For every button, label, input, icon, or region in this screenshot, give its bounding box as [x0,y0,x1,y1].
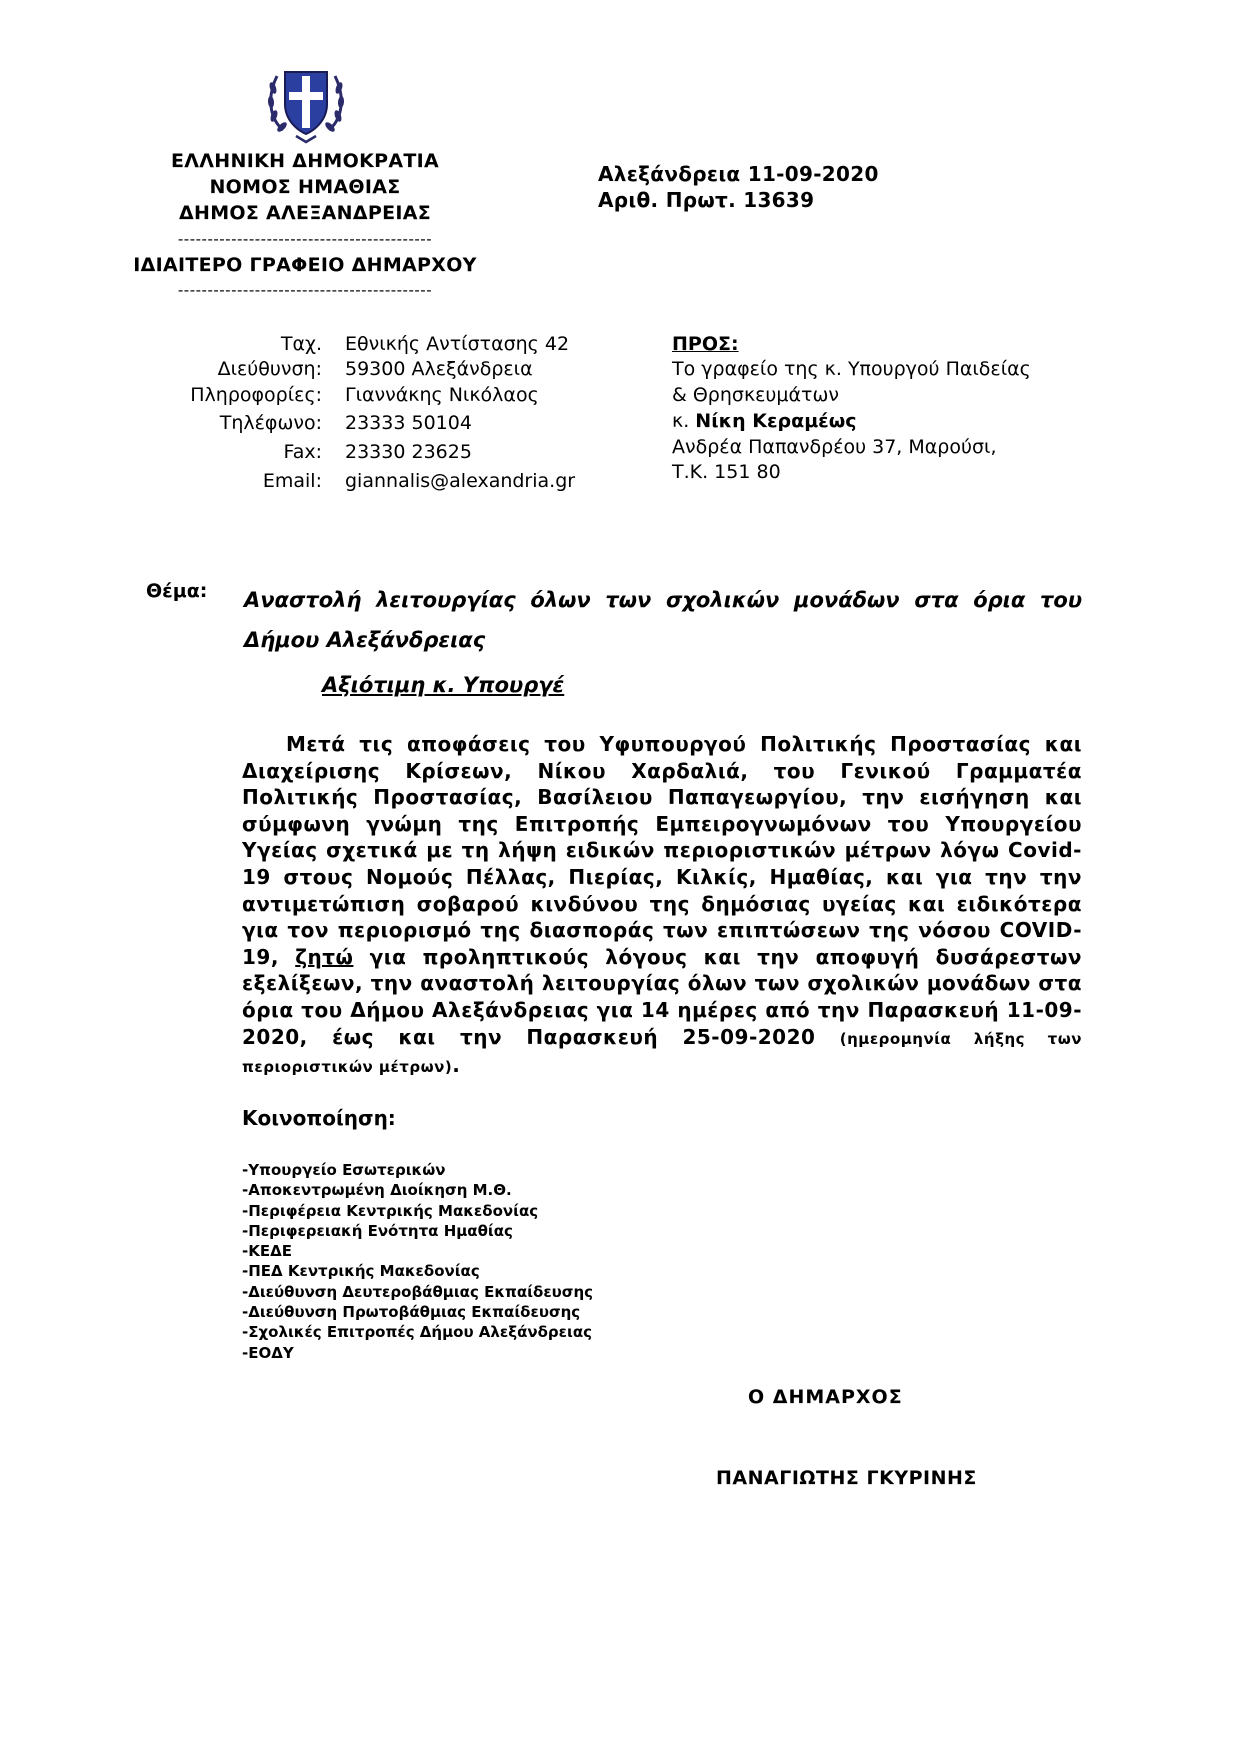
cc-item: -Αποκεντρωμένη Διοίκηση Μ.Θ. [242,1181,512,1200]
contact-label: Πληροφορίες: [190,384,322,406]
cc-title: Κοινοποίηση: [242,1106,396,1130]
header-municipality: ΔΗΜΟΣ ΑΛΕΞΑΝΔΡΕΙΑΣ [178,202,432,224]
body-emphasis: ζητώ [295,944,354,969]
header-office: ΙΔΙΑΙΤΕΡΟ ΓΡΑΦΕΙΟ ΔΗΜΑΡΧΟΥ [133,254,477,276]
signature-name: ΠΑΝΑΓΙΩΤΗΣ ΓΚΥΡΙΝΗΣ [716,1467,977,1489]
separator-bottom: ------------------------------------------- [177,281,433,299]
recipient-postcode: Τ.Κ. 151 80 [672,461,781,483]
header-country: ΕΛΛΗΝΙΚΗ ΔΗΜΟΚΡΑΤΙΑ [171,150,439,172]
cc-list [242,1160,593,1363]
subject-label: Θέμα: [146,580,208,602]
cc-item: -ΠΕΔ Κεντρικής Μακεδονίας [242,1262,480,1281]
recipient-prefix: κ. [672,410,690,432]
recipient-line: Το γραφείο της κ. Υπουργού Παιδείας [672,358,1031,380]
cc-item: -ΚΕΔΕ [242,1242,292,1261]
body-end: . [452,1053,461,1078]
email-link[interactable]: giannalis@alexandria.gr [345,470,576,492]
contact-label: Τηλέφωνο: [219,412,322,434]
cc-item: -Περιφέρεια Κεντρικής Μακεδονίας [242,1201,539,1220]
cc-item: -Υπουργείο Εσωτερικών [242,1161,446,1179]
contact-value: 23333 50104 [345,412,472,434]
contact-label: Email: [262,470,322,492]
cc-item: -ΕΟΔΥ [242,1343,294,1362]
separator-top: ------------------------------------------- [177,230,433,248]
protocol-number: Αριθ. Πρωτ. 13639 [598,188,815,212]
contact-value: 23330 23625 [345,441,472,463]
recipient-line: & Θρησκευμάτων [672,384,839,406]
body-part1: Μετά τις αποφάσεις του Υφυπουργού Πολιτικής Προστασίας και Διαχείρισης Κρίσεων, Νίκου Χαρδαλιά, του Γενικού Γραμματέα Πολιτικής Προστασίας, Βασίλειου Παπαγεωργίου, την εισήγηση και σύμφωνη γνώμη της Επιτροπής Εμπειρογνωμόνων του Υπουργείου Υγείας σχετικά με τη λήψη ειδικών περιοριστικών μέτρων λόγω Covid-19 στους Νομούς Πέλλας, Πιερίας, Κιλκίς, Ημαθίας, και για την την αντιμετώπιση σοβαρού κινδύνου της δημόσιας υγείας και ειδικότερα για τον περιορισμό της διασποράς των επιπτώσεων της νόσου COVID-19, [242,732,1082,969]
header-prefecture: ΝΟΜΟΣ ΗΜΑΘΙΑΣ [209,176,401,198]
contact-label: Fax: [283,441,322,463]
contact-value: Γιαννάκης Νικόλαος [345,384,539,406]
cc-item: -Διεύθυνση Πρωτοβάθμιας Εκπαίδευσης [242,1303,581,1322]
cc-item: -Περιφερειακή Ενότητα Ημαθίας [242,1221,513,1240]
recipient-name: Νίκη Κεραμέως [695,410,857,432]
body-part2: για προληπτικούς λόγους και την αποφυγή δυσάρεστων εξελίξεων, την αναστολή λειτουργίας όλων των σχολικών μονάδων στα όρια του Δήμου Αλεξάνδρειας για 14 ημέρες από την Παρασκευή 11-09-2020, έως και την Παρασκευή 25-09-2020 [242,944,1082,1049]
cc-item: -Διεύθυνση Δευτεροβάθμιας Εκπαίδευσης [242,1282,594,1301]
letter-body [242,731,1082,1081]
recipient-title: ΠΡΟΣ: [672,333,739,355]
greek-coat-of-arms-icon [263,58,349,144]
salutation: Αξιότιμη κ. Υπουργέ [322,673,565,697]
recipient-address: Ανδρέα Παπανδρέου 37, Μαρούσι, [672,436,997,458]
signature-title: Ο ΔΗΜΑΡΧΟΣ [748,1386,903,1408]
cc-item: -Σχολικές Επιτροπές Δήμου Αλεξάνδρειας [242,1323,593,1342]
body-note: (ημερομηνία λήξης των περιοριστικών μέτρων) [242,1029,1082,1077]
contact-value: 59300 Αλεξάνδρεια [345,358,533,380]
contact-label: Διεύθυνση: [217,358,322,380]
document-date: Αλεξάνδρεια 11-09-2020 [598,162,879,186]
contact-label: Ταχ. [280,333,322,355]
contact-value: Εθνικής Αντίστασης 42 [345,333,570,355]
subject-text: Αναστολή λειτουργίας όλων των σχολικών μονάδων στα όρια του Δήμου Αλεξάνδρειας [244,588,1082,652]
